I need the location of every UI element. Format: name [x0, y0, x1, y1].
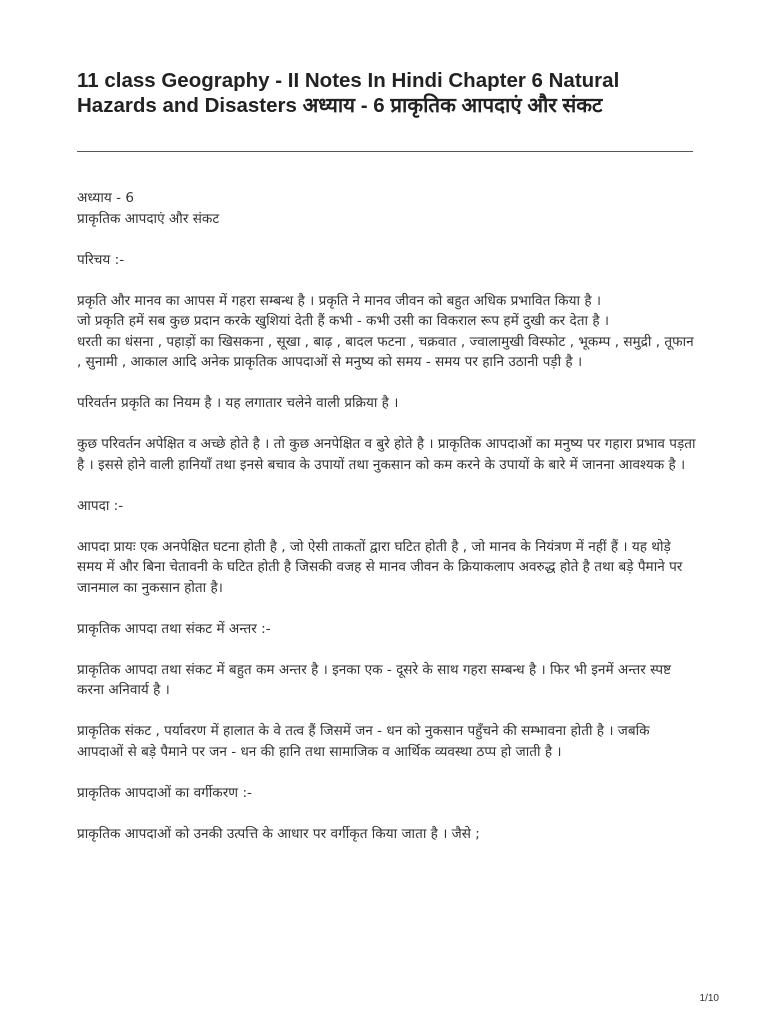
disaster-heading: आपदा :-	[77, 497, 124, 514]
page-number: 1/10	[699, 993, 719, 1004]
change-paragraph-2: कुछ परिवर्तन अपेक्षित व अच्छे होते है । तो कुछ अनपेक्षित व बुरे होते है । प्राकृतिक आपदाओं का मनुष्य पर गहारा प्रभाव पड़ता है । इससे होने वाली हानियाँ तथा इनसे बचाव के उपायों तथा नुकसान को कम करने के उपायों के बारे में जानना आवश्यक है ।	[77, 436, 696, 473]
change-paragraph: परिवर्तन प्रकृति का नियम है । यह लगातार चलेने वाली प्रक्रिया है ।	[77, 395, 399, 411]
difference-heading: प्राकृतिक आपदा तथा संकट में अन्तर :-	[77, 620, 271, 637]
intro-paragraph-3: धरती का धंसना , पहाड़ों का खिसकना , सूखा , बाढ़ , बादल फटना , चक्रवात , ज्वालामुखी विस्फोट , भूकम्प , समुद्री , तूफान , सुनामी , आकाल आदि अनेक प्राकृतिक आपदाओं से मनुष्य को समय - समय पर हानि उठानी पड़ी है ।	[77, 333, 694, 370]
chapter-number: अध्याय - 6	[77, 190, 134, 206]
page-title: 11 class Geography - II Notes In Hindi Chapter 6 Natural Hazards and Disasters अध्याय - 6 प्राकृतिक आपदाएं और संकट	[77, 69, 620, 117]
difference-paragraph-2: प्राकृतिक संकट , पर्यावरण में हालात के वे तत्व हैं जिसमें जन - धन को नुकसान पहुँचने की सम्भावना होती है । जबकि आपदाओं से बड़े पैमाने पर जन - धन की हानि तथा सामाजिक व आर्थिक व्यवस्था ठप्प हो जाती है ।	[77, 723, 650, 760]
title-divider	[77, 151, 693, 152]
difference-paragraph-1: प्राकृतिक आपदा तथा संकट में बहुत कम अन्तर है । इनका एक - दूसरे के साथ गहरा सम्बन्ध है । फिर भी इनमें अन्तर स्पष्ट करना अनिवार्य है ।	[77, 661, 672, 698]
intro-paragraph-2: जो प्रकृति हमें सब कुछ प्रदान करके खुशियां देती हैं कभी - कभी उसी का विकराल रूप हमें दुखी कर देता है ।	[77, 313, 610, 329]
classification-paragraph: प्राकृतिक आपदाओं को उनकी उत्पत्ति के आधार पर वर्गीकृत किया जाता है । जैसे ;	[77, 825, 480, 842]
document-body	[77, 188, 697, 844]
disaster-paragraph: आपदा प्रायः एक अनपेक्षित घटना होती है , जो ऐसी ताकतों द्वारा घटित होती है , जो मानव के नियंत्रण में नहीं हैं । यह थोड़े समय में और बिना चेतावनी के घटित होती है जिसकी वजह से मानव जीवन के क्रियाकलाप अवरुद्ध होते है तथा बड़े पैमाने पर जानमाल का नुकसान होता है।	[77, 538, 683, 596]
intro-heading: परिचय :-	[77, 251, 125, 268]
chapter-title: प्राकृतिक आपदाएं और संकट	[77, 210, 220, 227]
classification-heading: प्राकृतिक आपदाओं का वर्गीकरण :-	[77, 784, 252, 801]
intro-paragraph-1: प्रकृति और मानव का आपस में गहरा सम्बन्ध है । प्रकृति ने मानव जीवन को बहुत अधिक प्रभावित किया है ।	[77, 292, 602, 309]
